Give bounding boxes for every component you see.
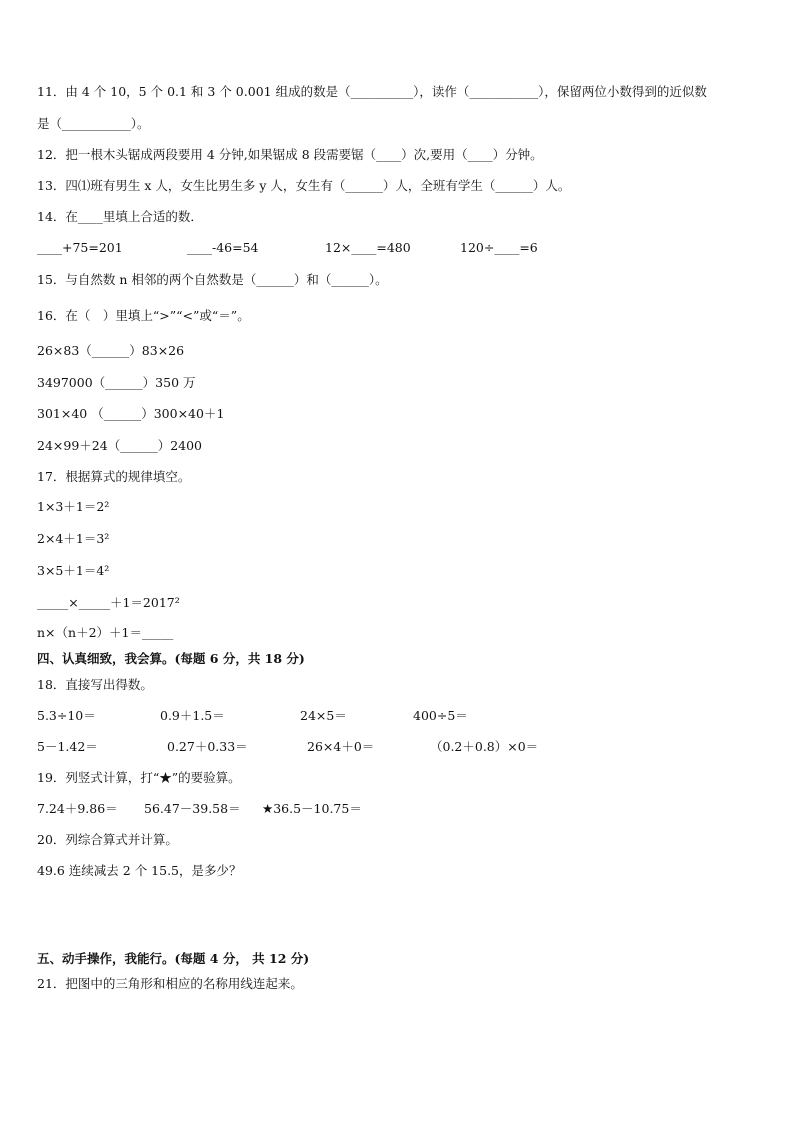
q18-r2-3: 26×4＋0＝ — [307, 739, 375, 754]
q11-line2: 是（___________）。 — [37, 116, 150, 131]
q17-stem: 17．根据算式的规律填空。 — [37, 469, 191, 484]
q19-stem: 19．列竖式计算，打“★”的要验算。 — [37, 770, 241, 785]
q15: 15．与自然数 n 相邻的两个自然数是（______）和（______）。 — [37, 272, 388, 287]
q17-item-3: 3×5＋1＝4² — [37, 563, 110, 578]
q20-body: 49.6 连续减去 2 个 15.5，是多少？ — [37, 863, 242, 878]
q18-r2-4: （0.2＋0.8）×0＝ — [430, 739, 539, 754]
q18-r1-1: 5.3÷10＝ — [37, 708, 96, 723]
q16-item-1: 26×83（______）83×26 — [37, 343, 185, 358]
q18-r1-2: 0.9＋1.5＝ — [160, 708, 225, 723]
q18-stem: 18．直接写出得数。 — [37, 677, 153, 692]
q13: 13．四⑴班有男生 x 人，女生比男生多 y 人，女生有（______）人，全班有学生（______）人。 — [37, 178, 571, 193]
q19-item-3: ★36.5－10.75＝ — [262, 801, 362, 816]
q21: 21．把图中的三角形和相应的名称用线连起来。 — [37, 976, 303, 991]
q16-item-2: 3497000（______）350 万 — [37, 375, 196, 390]
q14-item-3: 12×____=480 — [325, 240, 411, 255]
q18-r2-2: 0.27＋0.33＝ — [167, 739, 248, 754]
q14-item-2: ____-46=54 — [187, 240, 259, 255]
q17-item-2: 2×4＋1＝3² — [37, 531, 110, 546]
section-4-heading: 四、认真细致，我会算。(每题 6 分，共 18 分) — [37, 651, 305, 666]
q12: 12．把一根木头锯成两段要用 4 分钟,如果锯成 8 段需要锯（____）次,要用（____）分钟。 — [37, 147, 543, 162]
q18-r1-4: 400÷5＝ — [413, 708, 468, 723]
q18-r1-3: 24×5＝ — [300, 708, 347, 723]
q17-item-5: n×（n＋2）＋1＝_____ — [37, 625, 174, 640]
q16-item-4: 24×99＋24（______）2400 — [37, 438, 203, 453]
q19-item-2: 56.47－39.58＝ — [144, 801, 241, 816]
section-5-heading: 五、动手操作，我能行。(每题 4 分， 共 12 分) — [37, 951, 310, 966]
q17-item-4: _____×_____＋1＝2017² — [37, 595, 180, 610]
q16-item-3: 301×40 （______）300×40＋1 — [37, 406, 225, 421]
q14-item-1: ____+75=201 — [37, 240, 123, 255]
q14-stem: 14．在____里填上合适的数． — [37, 209, 203, 224]
q17-item-1: 1×3＋1＝2² — [37, 499, 110, 514]
q11-line1: 11．由 4 个 10，5 个 0.1 和 3 个 0.001 组成的数是（__________），读作（___________），保留两位小数得到的近似数 — [37, 84, 707, 99]
q16-stem: 16．在（ ）里填上“>”“<”或“＝”。 — [37, 308, 250, 323]
q14-item-4: 120÷____=6 — [460, 240, 538, 255]
q19-item-1: 7.24＋9.86＝ — [37, 801, 118, 816]
q20-stem: 20．列综合算式并计算。 — [37, 832, 178, 847]
q18-r2-1: 5－1.42＝ — [37, 739, 98, 754]
